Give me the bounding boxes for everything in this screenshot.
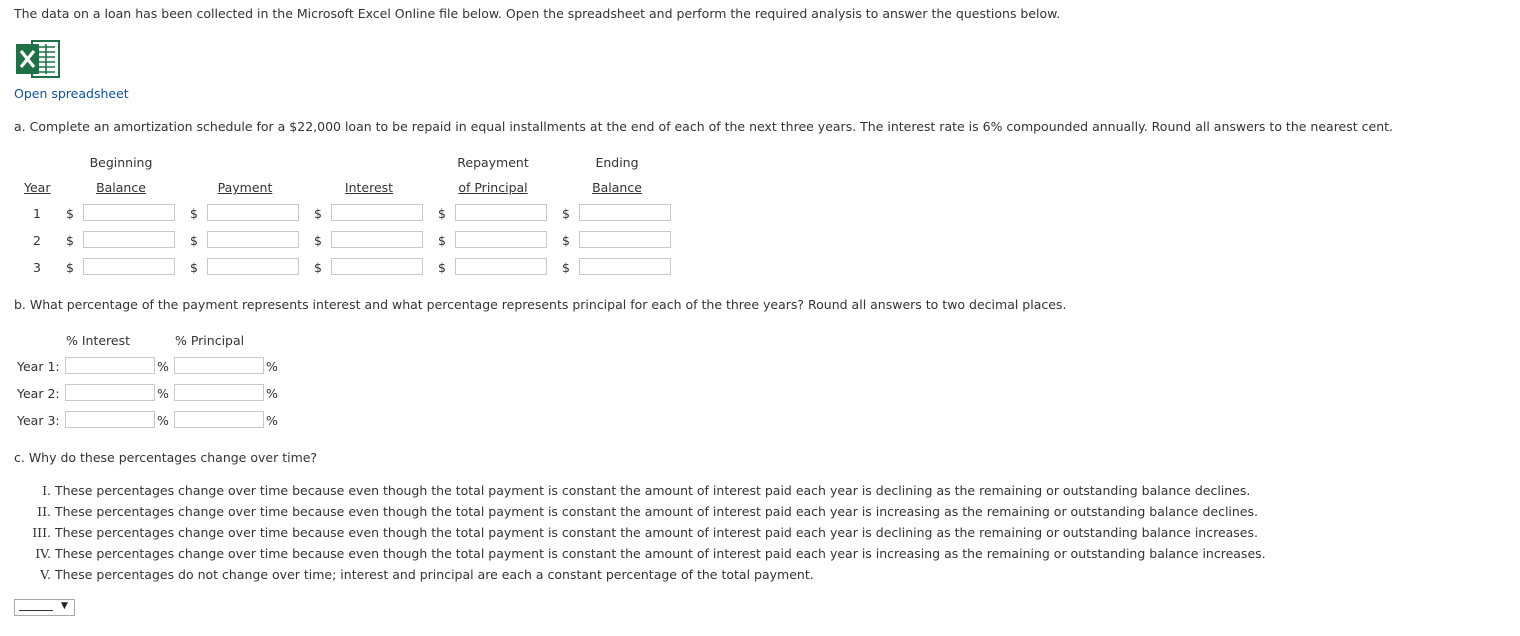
interest-input[interactable] xyxy=(331,258,423,275)
option-number: I. xyxy=(42,483,51,498)
dollar-sign: $ xyxy=(190,233,198,248)
percent-interest-input[interactable] xyxy=(65,384,155,401)
part-a-question: a. Complete an amortization schedule for a $22,000 loan to be repaid in equal installments at the end of each of the next three years. The interest rate is 6% compounded annually. Round all answers to the nearest cent. xyxy=(14,119,1393,134)
option-text: These percentages change over time because even though the total payment is constant the amount of interest paid each year is declining as the remaining or outstanding balance increases. xyxy=(54,525,1258,540)
ending-balance-input[interactable] xyxy=(579,258,671,275)
header-year: Year xyxy=(24,180,51,195)
dollar-sign: $ xyxy=(438,260,446,275)
option-item xyxy=(33,567,814,582)
percent-sign: % xyxy=(266,386,278,401)
option-item xyxy=(33,546,1266,561)
row-year: 2 xyxy=(33,233,41,248)
dollar-sign: $ xyxy=(314,233,322,248)
dropdown-blank xyxy=(19,610,53,611)
open-spreadsheet-link[interactable]: Open spreadsheet xyxy=(14,86,129,101)
part-c-question: c. Why do these percentages change over time? xyxy=(14,450,318,465)
dollar-sign: $ xyxy=(438,233,446,248)
header-repayment: Repayment xyxy=(457,155,529,170)
header-ending-balance: Balance xyxy=(592,180,642,195)
dollar-sign: $ xyxy=(66,233,74,248)
row-year: 3 xyxy=(33,260,41,275)
percent-interest-input[interactable] xyxy=(65,411,155,428)
dollar-sign: $ xyxy=(66,260,74,275)
beginning-balance-input[interactable] xyxy=(83,204,175,221)
dollar-sign: $ xyxy=(190,206,198,221)
caret-down-icon: ▼ xyxy=(61,601,68,611)
dollar-sign: $ xyxy=(314,206,322,221)
option-text: These percentages change over time because even though the total payment is constant the amount of interest paid each year is increasing as the remaining or outstanding balance increases. xyxy=(54,546,1266,561)
year-label: Year 2: xyxy=(17,386,60,401)
excel-icon[interactable] xyxy=(15,39,61,79)
header-ending: Ending xyxy=(595,155,639,170)
percent-principal-input[interactable] xyxy=(174,384,264,401)
year-label: Year 3: xyxy=(17,413,60,428)
header-interest: Interest xyxy=(344,180,394,195)
header-percent-principal: % Principal xyxy=(175,333,245,348)
option-text: These percentages change over time because even though the total payment is constant the amount of interest paid each year is increasing as the remaining or outstanding balance declines. xyxy=(54,504,1258,519)
header-of-principal: of Principal xyxy=(458,180,528,195)
interest-input[interactable] xyxy=(331,204,423,221)
payment-input[interactable] xyxy=(207,231,299,248)
option-item xyxy=(33,504,1258,519)
option-text: These percentages change over time because even though the total payment is constant the amount of interest paid each year is declining as the remaining or outstanding balance declines. xyxy=(54,483,1251,498)
header-payment: Payment xyxy=(217,180,273,195)
payment-input[interactable] xyxy=(207,204,299,221)
beginning-balance-input[interactable] xyxy=(83,231,175,248)
beginning-balance-input[interactable] xyxy=(83,258,175,275)
row-year: 1 xyxy=(33,206,41,221)
interest-input[interactable] xyxy=(331,231,423,248)
percent-sign: % xyxy=(266,413,278,428)
header-beginning: Beginning xyxy=(89,155,153,170)
part-b-question: b. What percentage of the payment represents interest and what percentage represents principal for each of the three years? Round all answers to two decimal places. xyxy=(14,297,1067,312)
percent-sign: % xyxy=(157,359,169,374)
header-balance: Balance xyxy=(96,180,146,195)
percent-principal-input[interactable] xyxy=(174,357,264,374)
option-item xyxy=(33,483,1250,498)
principal-repayment-input[interactable] xyxy=(455,258,547,275)
principal-repayment-input[interactable] xyxy=(455,204,547,221)
percent-interest-input[interactable] xyxy=(65,357,155,374)
ending-balance-input[interactable] xyxy=(579,231,671,248)
dollar-sign: $ xyxy=(438,206,446,221)
dollar-sign: $ xyxy=(314,260,322,275)
header-percent-interest: % Interest xyxy=(66,333,131,348)
intro-text: The data on a loan has been collected in the Microsoft Excel Online file below. Open the spreadsheet and perform the required analysis to answer the questions below. xyxy=(14,6,1061,21)
dollar-sign: $ xyxy=(190,260,198,275)
option-number: III. xyxy=(32,525,51,540)
dollar-sign: $ xyxy=(562,260,570,275)
option-number: IV. xyxy=(35,546,51,561)
dollar-sign: $ xyxy=(562,233,570,248)
option-item xyxy=(33,525,1258,540)
percent-sign: % xyxy=(157,386,169,401)
option-number: V. xyxy=(40,567,51,582)
ending-balance-input[interactable] xyxy=(579,204,671,221)
payment-input[interactable] xyxy=(207,258,299,275)
option-number: II. xyxy=(37,504,51,519)
option-text: These percentages do not change over time; interest and principal are each a constant percentage of the total payment. xyxy=(54,567,814,582)
percent-principal-input[interactable] xyxy=(174,411,264,428)
principal-repayment-input[interactable] xyxy=(455,231,547,248)
percent-sign: % xyxy=(157,413,169,428)
answer-dropdown[interactable] xyxy=(14,599,75,616)
dollar-sign: $ xyxy=(66,206,74,221)
year-label: Year 1: xyxy=(17,359,60,374)
dollar-sign: $ xyxy=(562,206,570,221)
percent-sign: % xyxy=(266,359,278,374)
